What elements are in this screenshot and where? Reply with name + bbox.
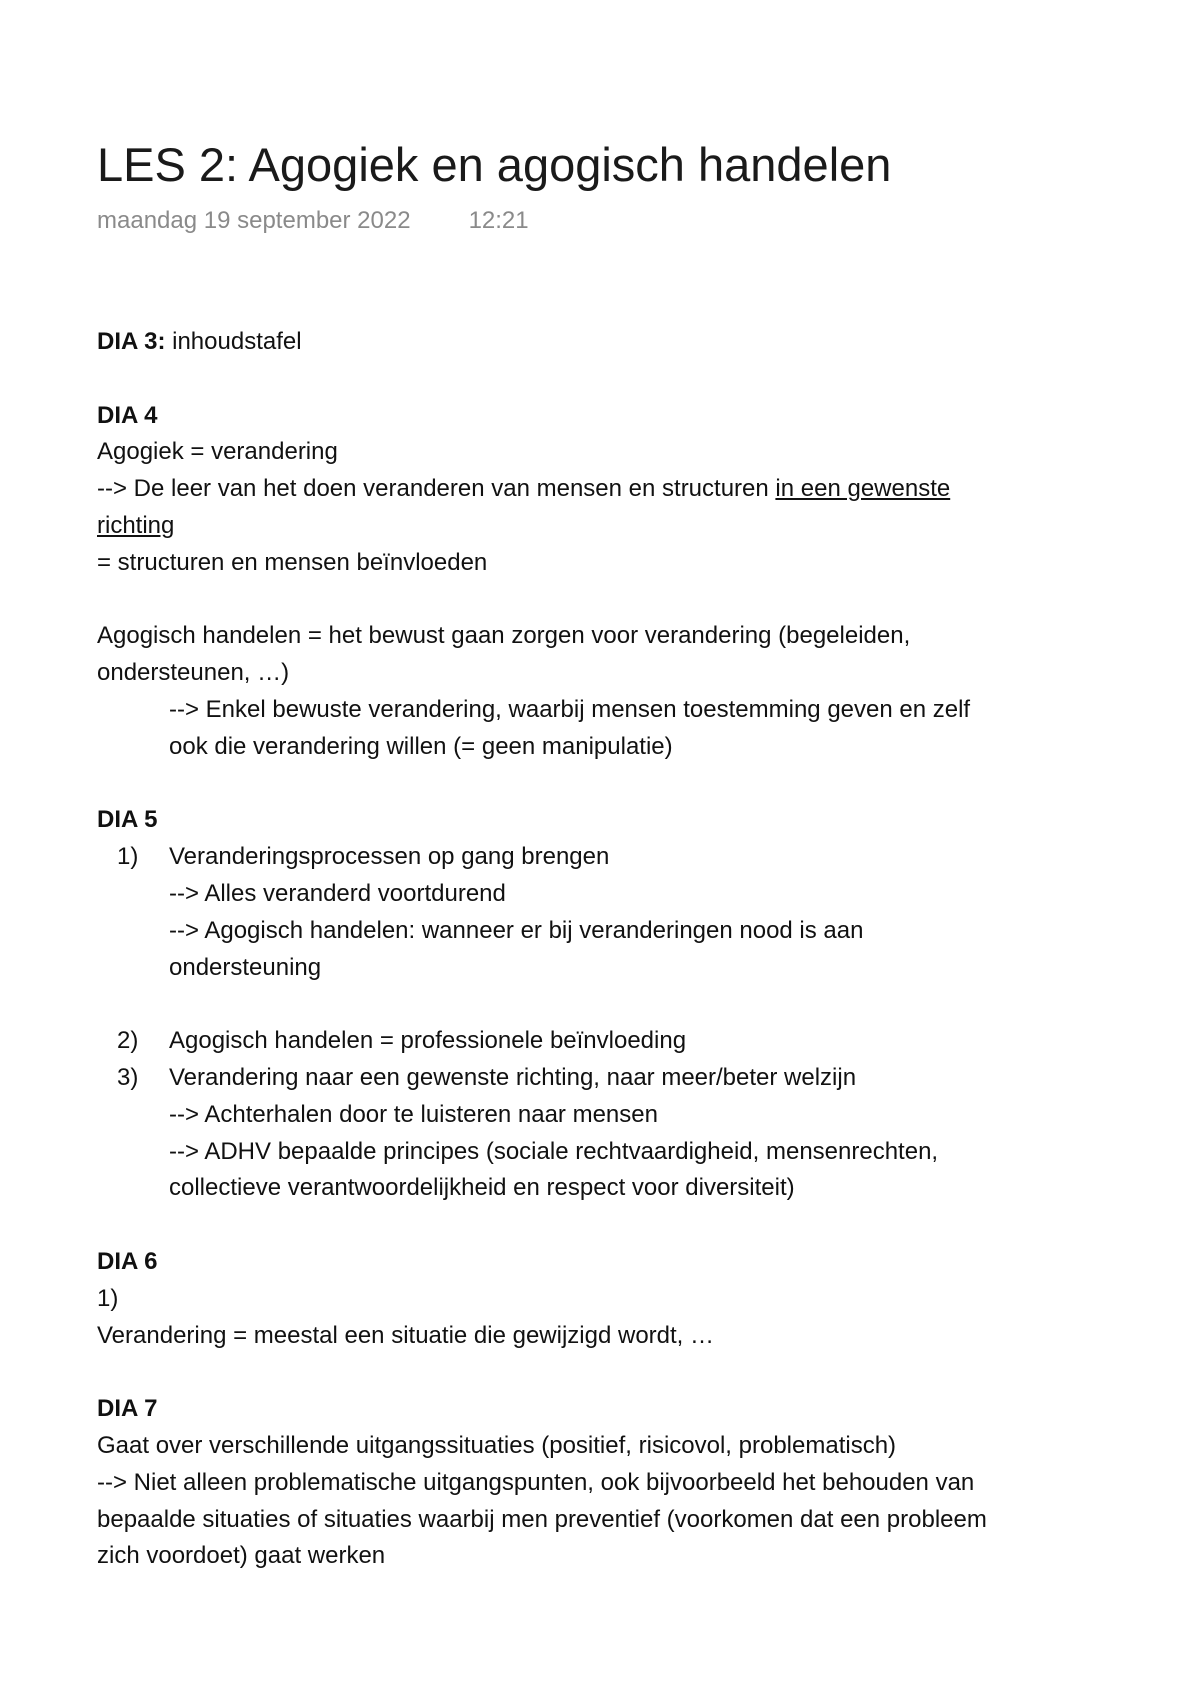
dia4-line-6: ondersteunen, …) bbox=[97, 659, 290, 687]
page-date: maandag 19 september 2022 bbox=[97, 207, 411, 234]
dia4-line-1: Agogiek = verandering bbox=[97, 438, 338, 466]
list-number: 2) bbox=[117, 1027, 139, 1055]
dia7-line-3: bepaalde situaties of situaties waarbij men preventief (voorkomen dat een probleem bbox=[97, 1505, 987, 1533]
list-subline: collectieve verantwoordelijkheid en respect voor diversiteit) bbox=[169, 1174, 795, 1202]
list-subline: --> Alles veranderd voortdurend bbox=[169, 879, 506, 907]
page-title: LES 2: Agogiek en agogisch handelen bbox=[97, 138, 892, 191]
dia4-line-3 bbox=[97, 508, 1137, 545]
list-item bbox=[97, 839, 1137, 876]
list-number: 3) bbox=[117, 1063, 139, 1091]
dia3-text: inhoudstafel bbox=[165, 328, 302, 355]
dia4-line-4: = structuren en mensen beïnvloeden bbox=[97, 548, 488, 576]
list-subline: ondersteuning bbox=[169, 953, 322, 981]
dia7-heading: DIA 7 bbox=[97, 1395, 158, 1423]
list-subline: --> ADHV bepaalde principes (sociale rechtvaardigheid, mensenrechten, bbox=[169, 1137, 939, 1165]
list-subline: --> Achterhalen door te luisteren naar mensen bbox=[169, 1100, 658, 1128]
dia4-line-2: --> De leer van het doen veranderen van mensen en structuren in een gewenste bbox=[97, 475, 951, 503]
dia7-line-1: Gaat over verschillende uitgangssituaties (positief, risicovol, problematisch) bbox=[97, 1431, 897, 1459]
underlined-phrase: in een gewenste bbox=[775, 475, 951, 503]
dia4-line-5: Agogisch handelen = het bewust gaan zorgen voor verandering (begeleiden, bbox=[97, 622, 911, 650]
list-item-text: Veranderingsprocessen op gang brengen bbox=[169, 843, 610, 871]
list-item-text: Verandering naar een gewenste richting, naar meer/beter welzijn bbox=[169, 1063, 857, 1091]
list-number: 1) bbox=[117, 843, 139, 871]
dia6-heading: DIA 6 bbox=[97, 1247, 158, 1275]
underlined-phrase: richting bbox=[97, 511, 175, 539]
dia7-line-4: zich voordoet) gaat werken bbox=[97, 1542, 386, 1570]
dia3-line bbox=[97, 324, 1137, 361]
list-subline: --> Agogisch handelen: wanneer er bij veranderingen nood is aan bbox=[169, 916, 864, 944]
dia6-line-2: Verandering = meestal een situatie die gewijzigd wordt, … bbox=[97, 1321, 715, 1349]
dia4-heading: DIA 4 bbox=[97, 401, 158, 429]
dia7-line-2: --> Niet alleen problematische uitgangspunten, ook bijvoorbeeld het behouden van bbox=[97, 1468, 975, 1496]
list-item bbox=[97, 1023, 1137, 1060]
note-body bbox=[97, 324, 1137, 1575]
dia3-heading: DIA 3: bbox=[97, 328, 166, 355]
dia4-line-8: ook die verandering willen (= geen manipulatie) bbox=[169, 732, 673, 760]
list-item-text: Agogisch handelen = professionele beïnvloeding bbox=[169, 1027, 687, 1055]
dia5-heading: DIA 5 bbox=[97, 806, 158, 834]
page-meta bbox=[97, 205, 529, 237]
page-time: 12:21 bbox=[468, 207, 529, 234]
list-item bbox=[97, 1060, 1137, 1097]
dia6-line-1: 1) bbox=[97, 1284, 119, 1312]
dia4-line-7: --> Enkel bewuste verandering, waarbij mensen toestemming geven en zelf bbox=[169, 695, 971, 723]
